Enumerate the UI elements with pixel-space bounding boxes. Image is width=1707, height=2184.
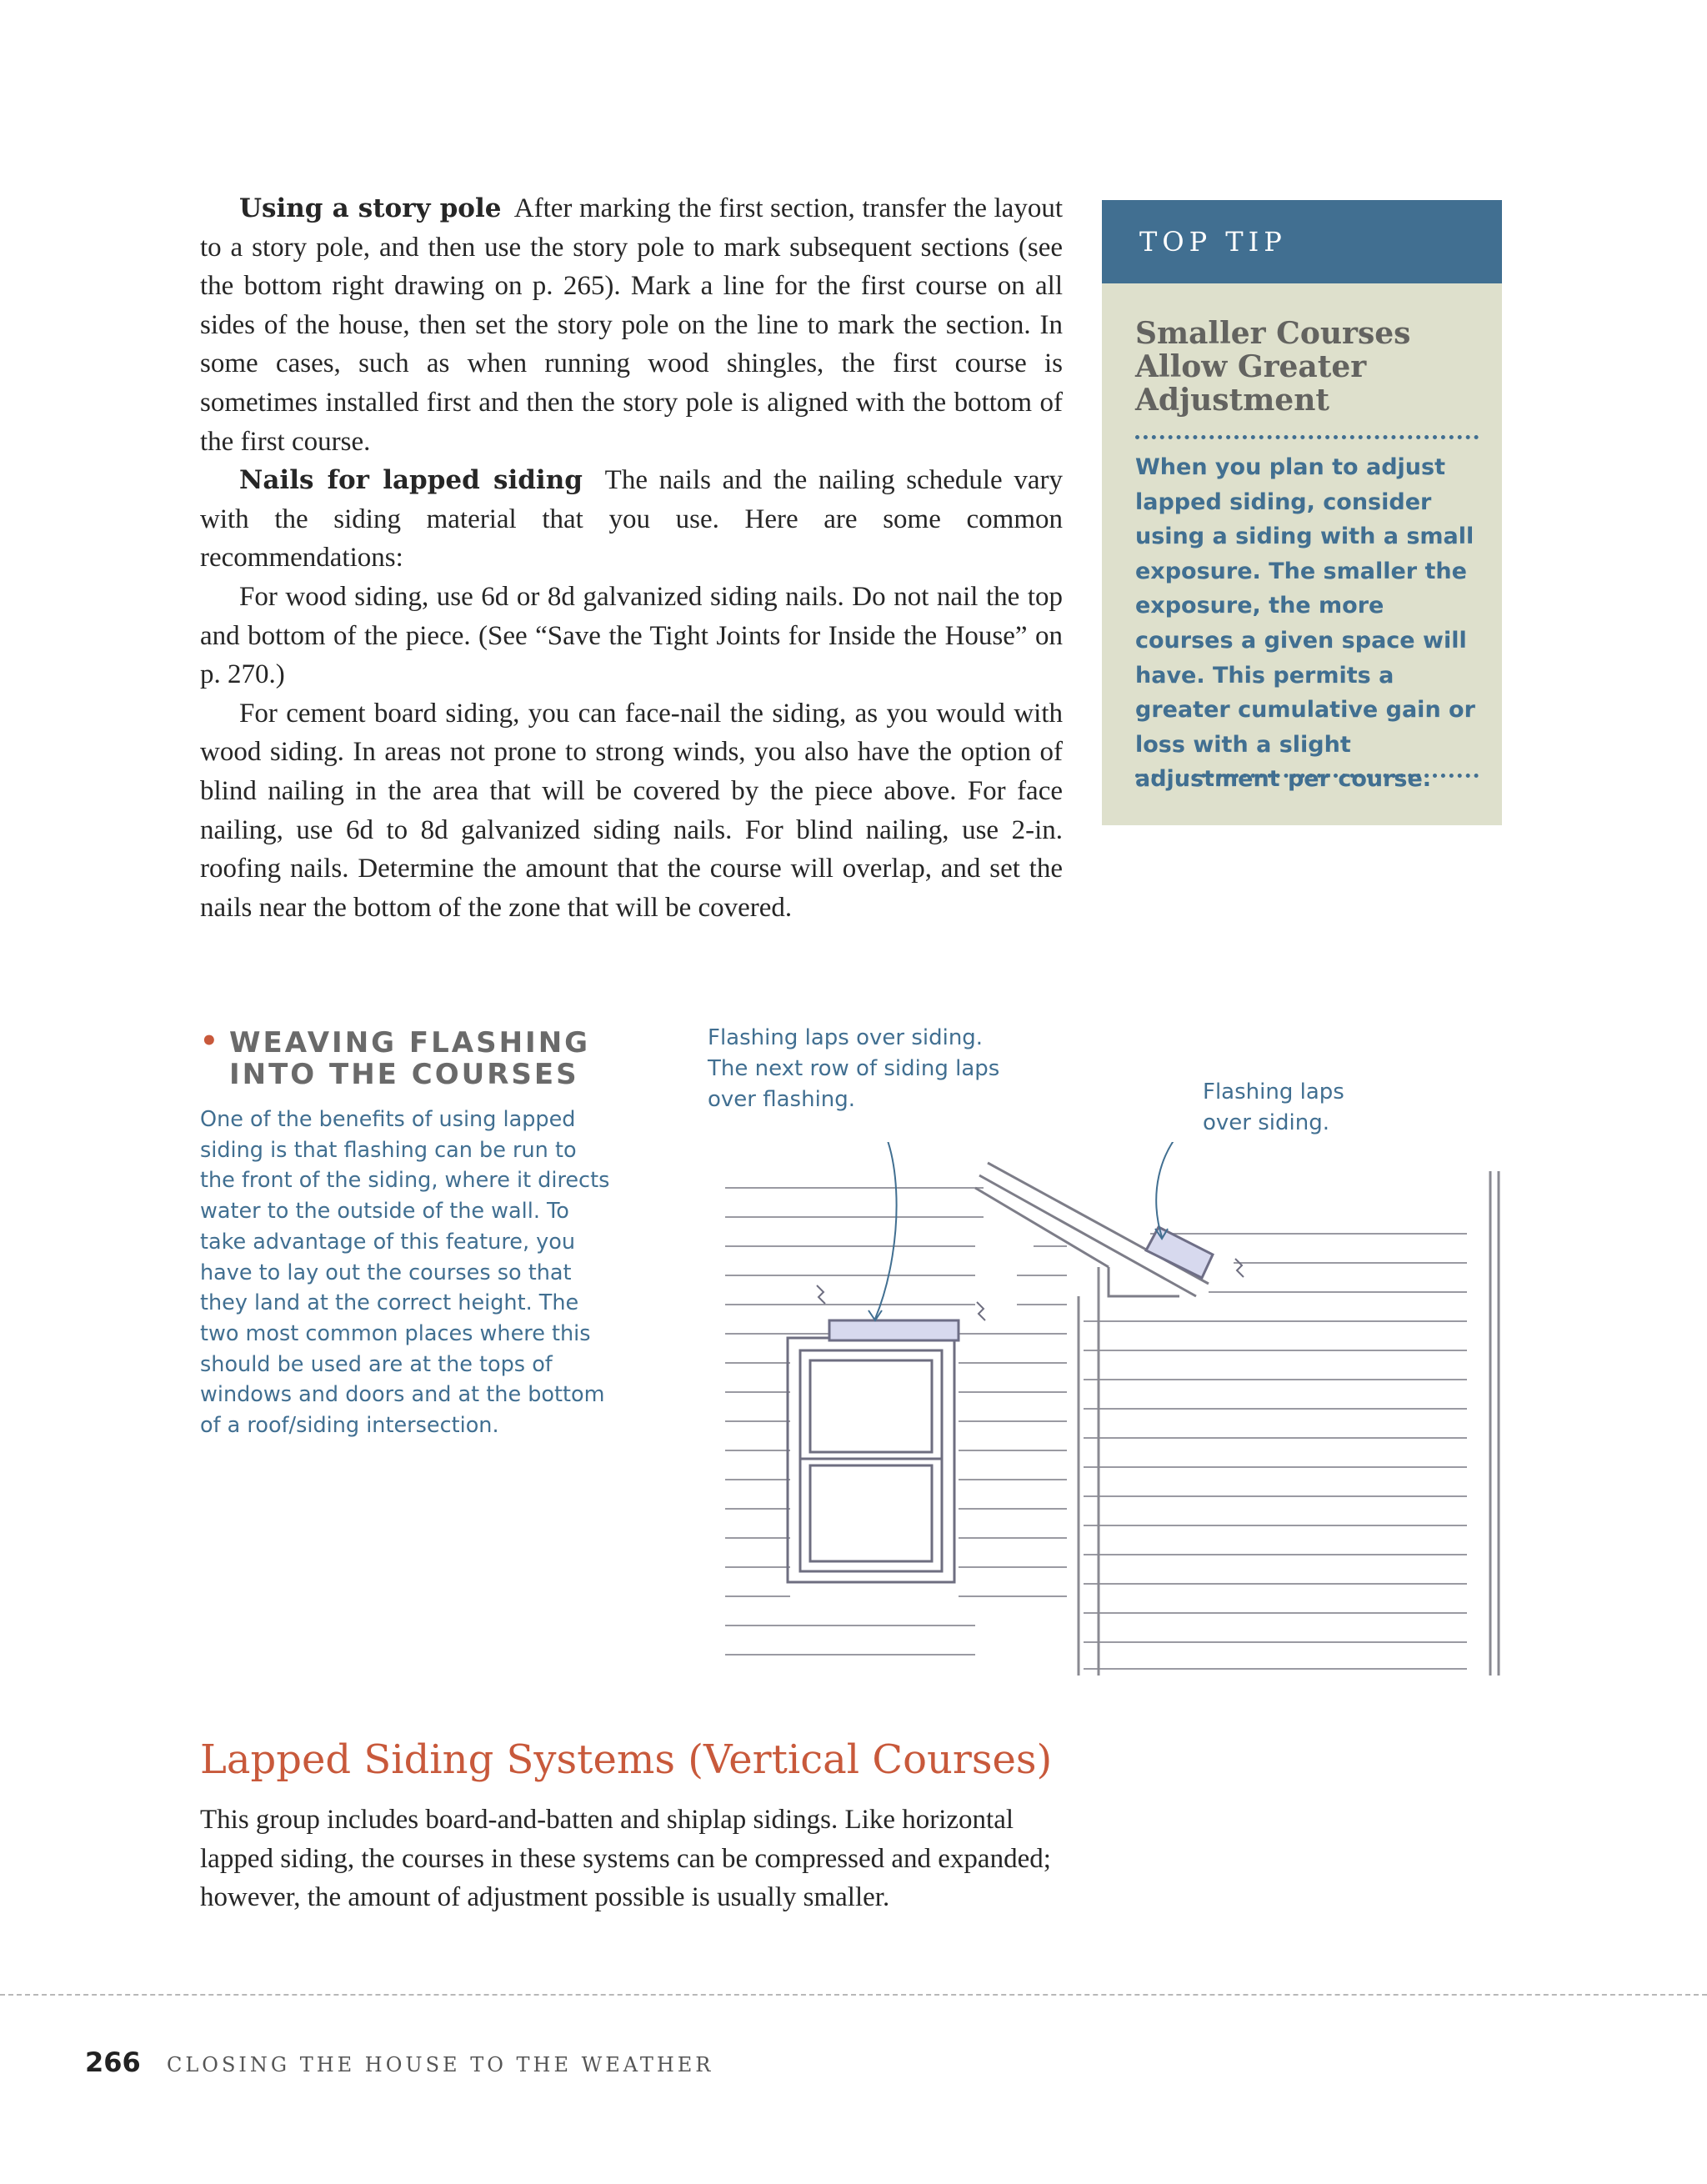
callout-window-line-2: The next row of siding laps	[708, 1056, 1000, 1081]
section-title: Lapped Siding Systems (Vertical Courses)	[200, 1736, 1053, 1783]
figure-heading	[200, 1024, 600, 1091]
callout-roof-flashing	[1203, 1077, 1344, 1139]
callout-roof-line-2: over siding.	[1203, 1110, 1329, 1135]
main-body-text	[200, 189, 1063, 927]
story-pole-text: After marking the first section, transfer the layout to a story pole, and then use the story pole to mark subsequent sections (see the bottom right drawing on p. 265). Mark a line for the first course on all sides of the house, then set the story pole on the line to mark the section. In some cases, such as when running wood shingles, the first course is sometimes installed first and then the story pole is aligned with the bottom of the first course.	[200, 193, 1063, 457]
running-head: CLOSING THE HOUSE TO THE WEATHER	[167, 2053, 714, 2076]
nails-lead: Nails for lapped siding	[239, 465, 583, 496]
story-pole-paragraph	[200, 189, 1063, 461]
tip-divider-top	[1135, 435, 1479, 439]
callout-window-flashing	[708, 1023, 999, 1115]
figure-caption: One of the benefits of using lapped siding is that flashing can be run to the front of the siding, where it directs water to the outside of the wall. To take advantage of this feature, you have to lay out the courses so that they land at the correct height. The two most common places where this should be used are at the tops of windows and doors and at the bottom of a roof/siding intersection.	[200, 1107, 610, 1439]
top-tip-text: When you plan to adjust lapped siding, consider using a siding with a small exposure. The smaller the exposure, the more courses a given space will have. This permits a greater cumulative gain or loss with a slight adjustment per course.	[1135, 454, 1475, 793]
cement-board-paragraph: For cement board siding, you can face-nail the siding, as you would with wood siding. In areas not prone to strong winds, you also have the option of blind nailing in the area that will be covered by the piece above. For face nailing, use 6d to 8d galvanized siding nails. For blind nailing, use 2-in. roofing nails. Determine the amount that the course will overlap, and set the nails near the bottom of the zone that will be covered.	[200, 698, 1063, 923]
wood-siding-paragraph: For wood siding, use 6d or 8d galvanized siding nails. Do not nail the top and bottom of the piece. (See “Save the Tight Joints for Inside the House” on p. 270.)	[200, 581, 1063, 690]
figure-heading-line-1: WEAVING FLASHING	[229, 1026, 591, 1059]
top-tip-label: TOP TIP	[1102, 200, 1502, 283]
callout-window-line-3: over flashing.	[708, 1087, 856, 1112]
page-number: 266	[85, 2046, 141, 2078]
figure-heading-line-2: INTO THE COURSES	[229, 1058, 579, 1091]
section-text: This group includes board-and-batten and shiplap sidings. Like horizontal lapped siding, the courses in these systems can be compressed and expanded; however, the amount of adjustment possible is usually smaller.	[200, 1805, 1051, 1913]
callout-roof-line-1: Flashing laps	[1203, 1079, 1344, 1105]
nails-text: The nails and the nailing schedule vary with the siding material that you use. Here are some common recommendations:	[200, 465, 1064, 574]
top-tip-sidebar	[1102, 200, 1502, 825]
nails-paragraph	[200, 461, 1063, 578]
tip-divider-bottom	[1135, 774, 1479, 778]
bullet-icon: •	[200, 1024, 221, 1058]
top-tip-title: Smaller Courses Allow Greater Adjustment	[1135, 316, 1411, 418]
callout-window-line-1: Flashing laps over siding.	[708, 1025, 984, 1050]
story-pole-lead: Using a story pole	[239, 193, 502, 223]
siding-flashing-illustration	[717, 1142, 1504, 1684]
footer-rule	[0, 1994, 1707, 1996]
